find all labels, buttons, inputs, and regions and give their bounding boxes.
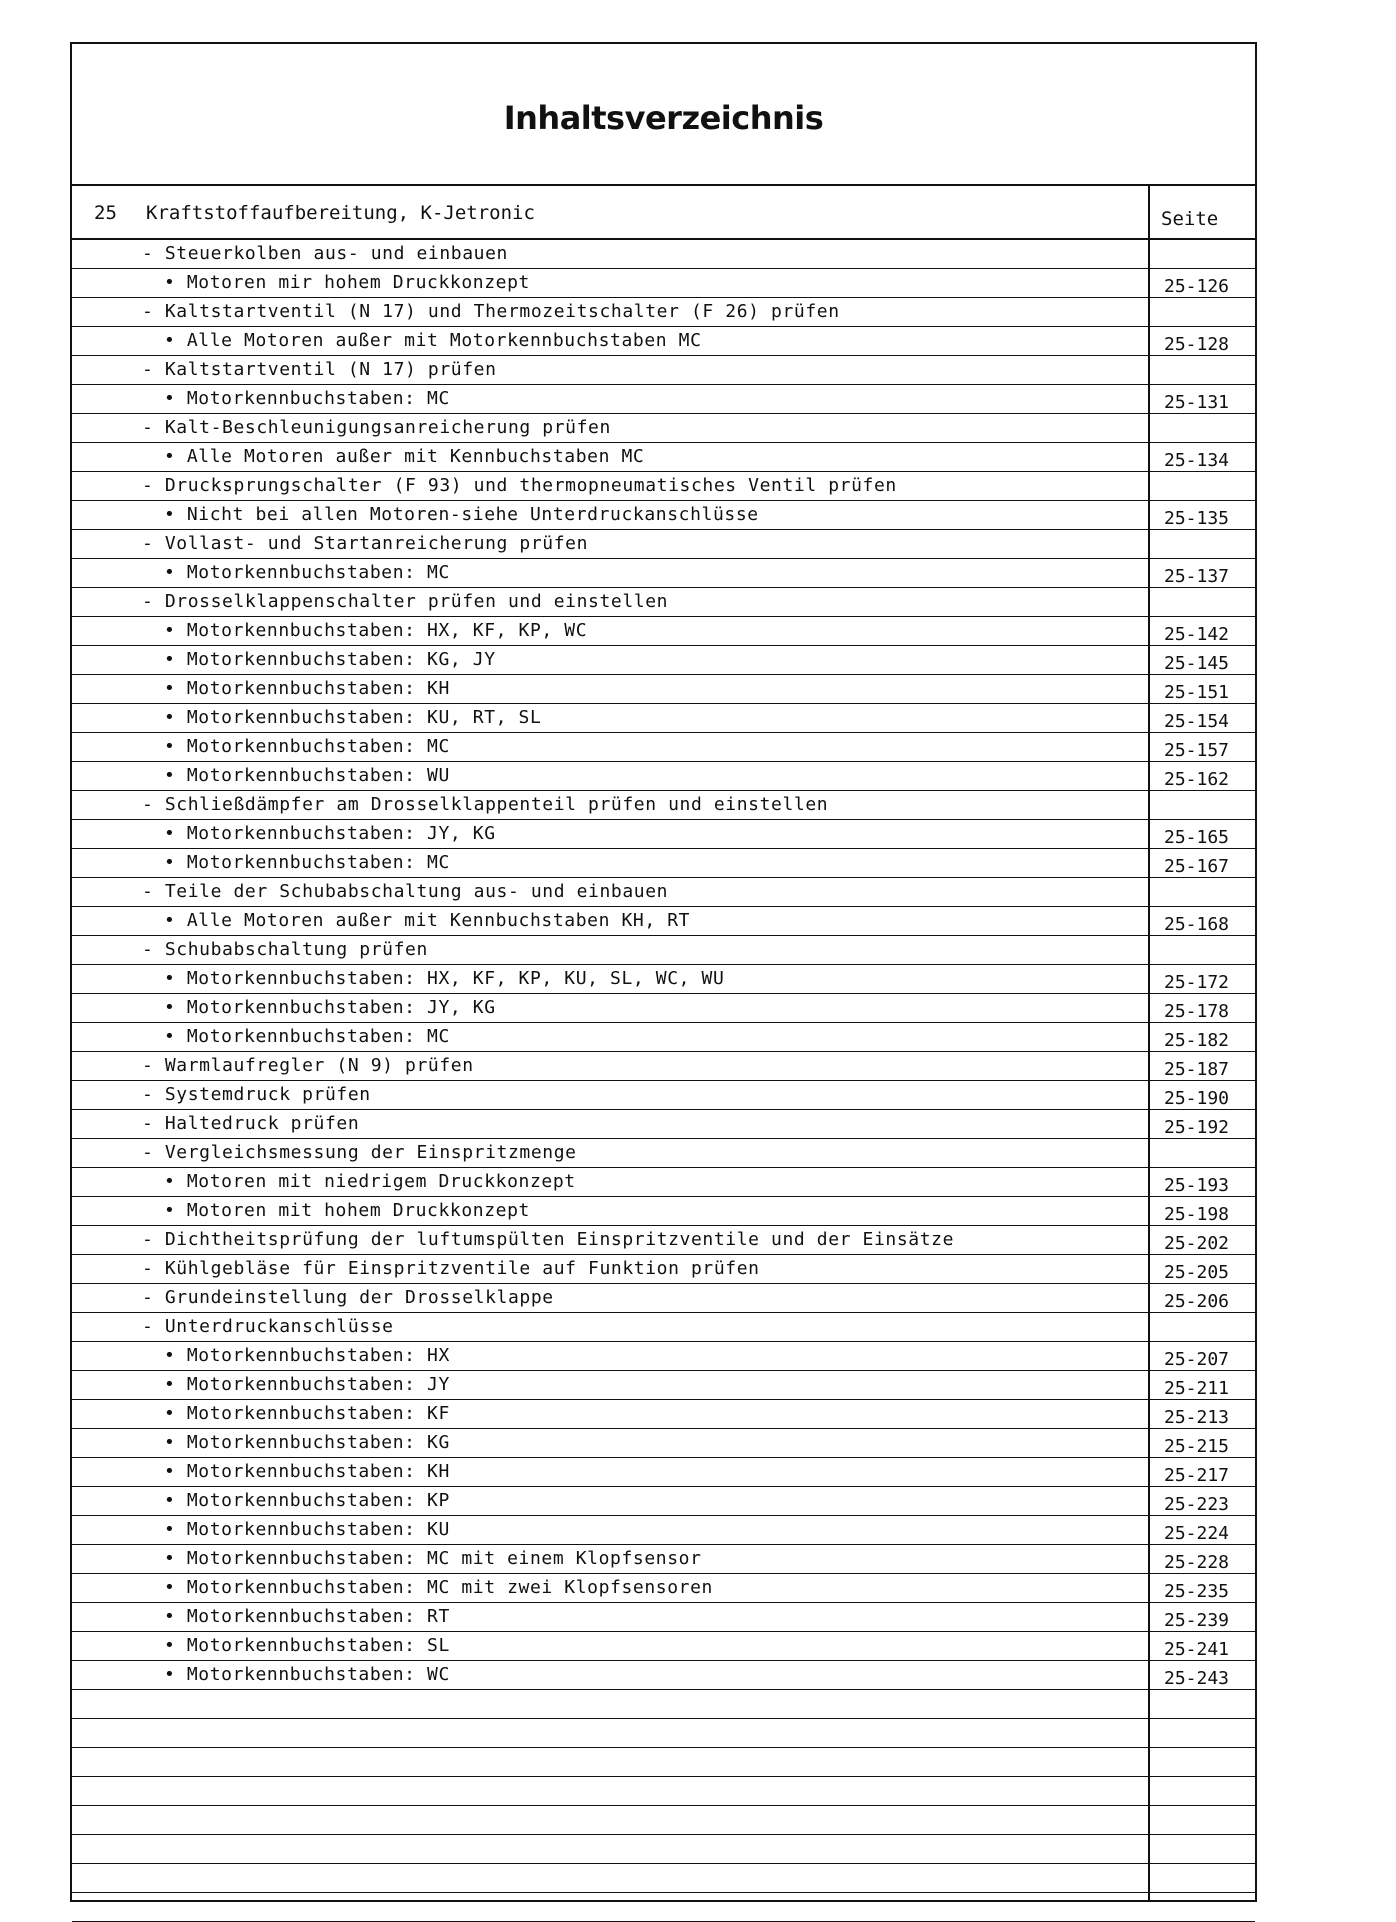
toc-row	[72, 501, 1255, 530]
toc-page-number: 25-154	[1164, 711, 1230, 732]
empty-row	[72, 1806, 1255, 1835]
toc-row	[72, 1516, 1255, 1545]
toc-entry-text: - Drosselklappenschalter prüfen und einstellen	[142, 591, 669, 612]
empty-row	[72, 1893, 1255, 1922]
toc-page-number: 25-192	[1164, 1117, 1230, 1138]
toc-page-number: 25-167	[1164, 856, 1230, 877]
toc-entry-text: - Teile der Schubabschaltung aus- und einbauen	[142, 881, 669, 902]
toc-row	[72, 1110, 1255, 1139]
toc-entry-text: • Motorkennbuchstaben: JY, KG	[164, 997, 496, 1018]
toc-page-number: 25-207	[1164, 1349, 1230, 1370]
toc-row	[72, 1226, 1255, 1255]
toc-row	[72, 791, 1255, 820]
toc-entry-text: - Kühlgebläse für Einspritzventile auf Funktion prüfen	[142, 1258, 760, 1279]
toc-entry-text: - Unterdruckanschlüsse	[142, 1316, 394, 1337]
toc-page-frame	[70, 42, 1257, 1902]
page-column-header: Seite	[1161, 208, 1219, 230]
toc-page-number: 25-145	[1164, 653, 1230, 674]
toc-entry-text: • Motorkennbuchstaben: KU, RT, SL	[164, 707, 542, 728]
page-title: Inhaltsverzeichnis	[503, 99, 824, 137]
toc-row	[72, 1052, 1255, 1081]
toc-entry-text: • Motorkennbuchstaben: MC mit zwei Klopfsensoren	[164, 1577, 713, 1598]
toc-entry-text: - Vergleichsmessung der Einspritzmenge	[142, 1142, 577, 1163]
toc-entry-text: • Motorkennbuchstaben: HX, KF, KP, KU, SL, WC, WU	[164, 968, 725, 989]
toc-row	[72, 1255, 1255, 1284]
toc-row	[72, 327, 1255, 356]
toc-row	[72, 1284, 1255, 1313]
toc-page-number: 25-142	[1164, 624, 1230, 645]
toc-row	[72, 1400, 1255, 1429]
empty-row	[72, 1719, 1255, 1748]
toc-entry-text: • Motorkennbuchstaben: MC	[164, 852, 450, 873]
toc-entry-text: • Motorkennbuchstaben: SL	[164, 1635, 450, 1656]
toc-page-number: 25-157	[1164, 740, 1230, 761]
toc-entry-text: - Haltedruck prüfen	[142, 1113, 360, 1134]
toc-row	[72, 1574, 1255, 1603]
toc-page-number: 25-128	[1164, 334, 1230, 355]
toc-row	[72, 1603, 1255, 1632]
toc-entry-text: • Motorkennbuchstaben: KG	[164, 1432, 450, 1453]
toc-entry-text: • Alle Motoren außer mit Kennbuchstaben MC	[164, 446, 645, 467]
toc-page-number: 25-228	[1164, 1552, 1230, 1573]
toc-row	[72, 1371, 1255, 1400]
toc-row	[72, 385, 1255, 414]
toc-page-number: 25-202	[1164, 1233, 1230, 1254]
toc-entry-text: • Motorkennbuchstaben: HX, KF, KP, WC	[164, 620, 588, 641]
toc-entry-text: • Motoren mit niedrigem Druckkonzept	[164, 1171, 576, 1192]
toc-page-number: 25-198	[1164, 1204, 1230, 1225]
toc-entry-text: • Motorkennbuchstaben: WU	[164, 765, 450, 786]
toc-page-number: 25-190	[1164, 1088, 1230, 1109]
toc-row	[72, 298, 1255, 327]
toc-entry-text: - Kalt-Beschleunigungsanreicherung prüfen	[142, 417, 611, 438]
toc-entry-text: • Motorkennbuchstaben: KU	[164, 1519, 450, 1540]
toc-entry-text: - Schubabschaltung prüfen	[142, 939, 428, 960]
toc-page-number: 25-178	[1164, 1001, 1230, 1022]
empty-row	[72, 1748, 1255, 1777]
toc-row	[72, 1458, 1255, 1487]
toc-entry-text: • Motorkennbuchstaben: KP	[164, 1490, 450, 1511]
toc-entry-text: • Motorkennbuchstaben: KF	[164, 1403, 450, 1424]
toc-page-number: 25-134	[1164, 450, 1230, 471]
toc-row	[72, 414, 1255, 443]
toc-page-number: 25-215	[1164, 1436, 1230, 1457]
toc-row	[72, 1632, 1255, 1661]
toc-entry-text: - Grundeinstellung der Drosselklappe	[142, 1287, 554, 1308]
toc-page-number: 25-224	[1164, 1523, 1230, 1544]
toc-row	[72, 1342, 1255, 1371]
toc-row	[72, 1429, 1255, 1458]
toc-row	[72, 646, 1255, 675]
toc-row	[72, 1168, 1255, 1197]
toc-page-number: 25-165	[1164, 827, 1230, 848]
toc-entry-text: • Motorkennbuchstaben: MC	[164, 388, 450, 409]
toc-entry-text: - Warmlaufregler (N 9) prüfen	[142, 1055, 474, 1076]
empty-row	[72, 1835, 1255, 1864]
toc-entry-text: • Nicht bei allen Motoren-siehe Unterdruckanschlüsse	[164, 504, 759, 525]
toc-row	[72, 240, 1255, 269]
toc-page-number: 25-243	[1164, 1668, 1230, 1689]
toc-entry-text: • Motorkennbuchstaben: KH	[164, 1461, 450, 1482]
toc-row	[72, 1313, 1255, 1342]
chapter-title: Kraftstoffaufbereitung, K-Jetronic	[146, 202, 535, 224]
toc-entry-text: • Alle Motoren außer mit Kennbuchstaben KH, RT	[164, 910, 691, 931]
toc-row	[72, 1197, 1255, 1226]
toc-entry-text: - Steuerkolben aus- und einbauen	[142, 243, 508, 264]
toc-row	[72, 994, 1255, 1023]
toc-row	[72, 530, 1255, 559]
toc-page-number: 25-211	[1164, 1378, 1230, 1399]
toc-row	[72, 1023, 1255, 1052]
toc-row	[72, 617, 1255, 646]
toc-page-number: 25-135	[1164, 508, 1230, 529]
toc-entry-text: • Alle Motoren außer mit Motorkennbuchstaben MC	[164, 330, 702, 351]
toc-row	[72, 704, 1255, 733]
toc-row	[72, 936, 1255, 965]
toc-page-number: 25-239	[1164, 1610, 1230, 1631]
toc-entry-text: • Motorkennbuchstaben: HX	[164, 1345, 450, 1366]
toc-page-number: 25-172	[1164, 972, 1230, 993]
toc-page-number: 25-162	[1164, 769, 1230, 790]
toc-entry-text: • Motorkennbuchstaben: KG, JY	[164, 649, 496, 670]
toc-row	[72, 849, 1255, 878]
toc-entry-text: • Motorkennbuchstaben: WC	[164, 1664, 450, 1685]
toc-page-number: 25-241	[1164, 1639, 1230, 1660]
toc-entry-text: • Motorkennbuchstaben: MC	[164, 562, 450, 583]
toc-entry-text: • Motorkennbuchstaben: KH	[164, 678, 450, 699]
toc-entry-text: • Motorkennbuchstaben: JY, KG	[164, 823, 496, 844]
toc-page-number: 25-205	[1164, 1262, 1230, 1283]
toc-row	[72, 1661, 1255, 1690]
toc-entry-text: - Vollast- und Startanreicherung prüfen	[142, 533, 589, 554]
toc-entry-text: • Motoren mit hohem Druckkonzept	[164, 1200, 530, 1221]
toc-row	[72, 1139, 1255, 1168]
toc-entry-text: - Systemdruck prüfen	[142, 1084, 371, 1105]
toc-row	[72, 1487, 1255, 1516]
toc-page-number: 25-151	[1164, 682, 1230, 703]
title-box	[72, 44, 1255, 186]
toc-entry-text: • Motorkennbuchstaben: MC mit einem Klopfsensor	[164, 1548, 702, 1569]
toc-row	[72, 588, 1255, 617]
toc-page-number: 25-137	[1164, 566, 1230, 587]
toc-page-number: 25-206	[1164, 1291, 1230, 1312]
toc-row	[72, 356, 1255, 385]
toc-entry-text: - Drucksprungschalter (F 93) und thermopneumatisches Ventil prüfen	[142, 475, 897, 496]
toc-row	[72, 559, 1255, 588]
chapter-number: 25	[94, 202, 117, 224]
toc-entry-text: - Kaltstartventil (N 17) prüfen	[142, 359, 497, 380]
toc-entry-text: - Kaltstartventil (N 17) und Thermozeitschalter (F 26) prüfen	[142, 301, 840, 322]
toc-row	[72, 733, 1255, 762]
toc-page-number: 25-182	[1164, 1030, 1230, 1051]
toc-page-number: 25-131	[1164, 392, 1230, 413]
toc-page-number: 25-126	[1164, 276, 1230, 297]
toc-entry-text: • Motorkennbuchstaben: MC	[164, 736, 450, 757]
toc-row	[72, 878, 1255, 907]
chapter-header	[72, 186, 1255, 240]
toc-page-number: 25-187	[1164, 1059, 1230, 1080]
toc-row	[72, 1081, 1255, 1110]
toc-page-number: 25-223	[1164, 1494, 1230, 1515]
toc-page-number: 25-168	[1164, 914, 1230, 935]
toc-page-number: 25-213	[1164, 1407, 1230, 1428]
toc-entry-text: • Motorkennbuchstaben: JY	[164, 1374, 450, 1395]
toc-page-number: 25-193	[1164, 1175, 1230, 1196]
toc-entry-text: - Dichtheitsprüfung der luftumspülten Einspritzventile und der Einsätze	[142, 1229, 955, 1250]
toc-row	[72, 269, 1255, 298]
toc-row	[72, 675, 1255, 704]
toc-row	[72, 443, 1255, 472]
empty-row	[72, 1777, 1255, 1806]
toc-row	[72, 472, 1255, 501]
toc-entry-text: - Schließdämpfer am Drosselklappenteil prüfen und einstellen	[142, 794, 829, 815]
toc-entry-text: • Motoren mir hohem Druckkonzept	[164, 272, 530, 293]
toc-row	[72, 820, 1255, 849]
toc-page-number: 25-217	[1164, 1465, 1230, 1486]
toc-row	[72, 965, 1255, 994]
empty-row	[72, 1690, 1255, 1719]
toc-row	[72, 907, 1255, 936]
toc-row	[72, 762, 1255, 791]
toc-page-number: 25-235	[1164, 1581, 1230, 1602]
toc-row	[72, 1545, 1255, 1574]
toc-entry-text: • Motorkennbuchstaben: RT	[164, 1606, 450, 1627]
toc-entry-text: • Motorkennbuchstaben: MC	[164, 1026, 450, 1047]
empty-row	[72, 1864, 1255, 1893]
